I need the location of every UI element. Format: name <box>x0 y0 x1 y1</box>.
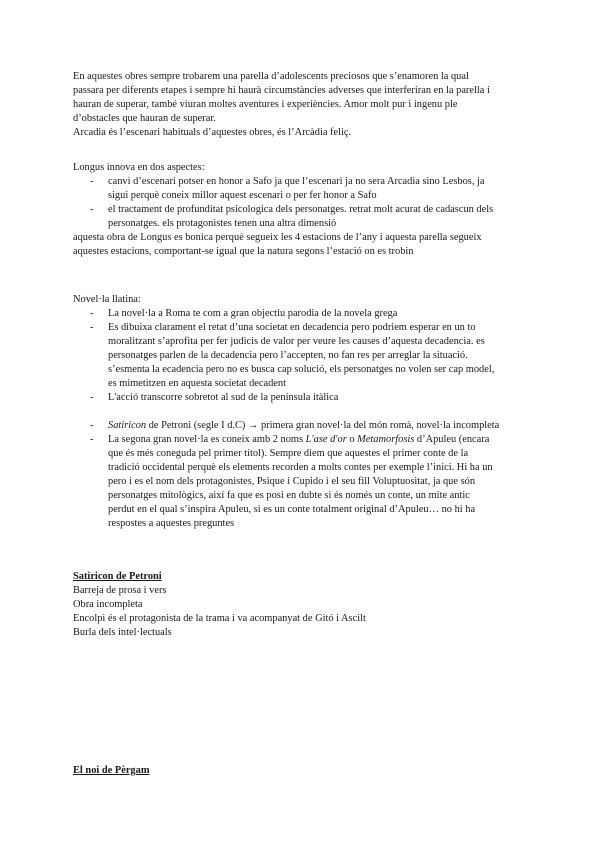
section-line: Barreja de prosa i vers <box>73 585 167 596</box>
longus-after-line: aquestes estacions, comportant-se igual que la natura segons l’estació on es trobin <box>73 246 414 257</box>
section-line: Burla dels intel·lectuals <box>73 627 172 638</box>
section-line: Obra incompleta <box>73 599 143 610</box>
section-heading: Satiricon de Petroni <box>73 571 162 582</box>
list-item: - L'acció transcorre sobretot al sud de la península itàlica <box>73 391 533 405</box>
work-title: Satiricon <box>108 420 147 431</box>
pergam-section <box>73 764 533 778</box>
list-item: - Satiricon de Petroni (segle I d.C) → primera gran novel·la del món romà, novel·la incompleta <box>73 419 533 433</box>
intro-paragraph <box>73 70 533 140</box>
novella-list-2 <box>73 419 533 531</box>
intro-line: passara per diferents etapes i sempre hi haurà circumstàncies adverses que interferiran en la parella i <box>73 85 490 96</box>
section-heading: El noi de Pèrgam <box>73 765 150 776</box>
satiricon-section <box>73 570 533 640</box>
list-item: - el tractament de profunditat psicologica dels personatges. retrat molt acurat de cadascun dels personatges. els protagonistes tenen una altra dimensió <box>73 203 533 231</box>
longus-intro: Longus innova en dos aspectes: <box>73 162 205 173</box>
intro-line: En aquestes obres sempre trobarem una parella d’adolescents preciosos que s’enamoren la qual <box>73 71 469 82</box>
intro-line: Arcadia és l’escenari habituals d’aquestes obres, és l’Arcàdia feliç. <box>73 127 352 138</box>
section-line: Encolpi és el protagonista de la trama i va acompanyat de Gitó i Ascilt <box>73 613 366 624</box>
work-title: L'ase d'or <box>305 434 347 445</box>
longus-after-line: aquesta obra de Longus es bonica perquè segueix les 4 estacions de l’any i aquesta parella segueix <box>73 232 482 243</box>
list-item: - La segona gran novel·la es coneix amb 2 noms L'ase d'or o Metamorfosis d’Apuleu (encara que és més coneguda pel primer títol). Sempre diem que aquestes el primer conte de la tradició occidental perquè els elements recorden a molts contes per exemple l’inici. Hi ha un pero i es el nom dels protagonistes, Psique i Cupido i el seu fill Voluptuositat, ja que són personatges mitològics, així fa que es posi en dubte si és només un conte, un mite antic perdut en el qual s’inspira Apuleu, si es un conte totalment original d’Apuleu… no hi ha respostes a aquestes preguntes <box>73 433 533 531</box>
novella-list <box>73 307 533 405</box>
intro-line: hauran de superar, també viuran moltes aventures i experiències. Amor molt pur i ingenu ple <box>73 99 458 110</box>
longus-list <box>73 175 533 231</box>
novella-intro: Novel·la llatina: <box>73 294 141 305</box>
intro-line: d’obstacles que hauran de superar. <box>73 113 216 124</box>
work-title: Metamorfosis <box>357 434 415 445</box>
longus-section <box>73 161 533 259</box>
novella-llatina-section <box>73 293 533 531</box>
list-item: - La novel·la a Roma te com a gran objectiu parodia de la novela grega <box>73 307 533 321</box>
list-item: - Es dibuixa clarament el retat d’una societat en decadencia pero podriem esperar en un to moralitzant s’aprofita per fer judicis de valor per veure les causes d’aquesta decadencia. es personatges parlen de la decadencia pero l’accepten, no fan res per arreglar la situació. s’esmenta la ecadencia pero no es busca cap solució, els personatges no volen ser cap model, es mimetitzen en aquesta societat decadent <box>73 321 533 391</box>
list-item: - canvi d’escenari potser en honor a Safo ja que l’escenari ja no sera Arcadia sino Lesbos, ja sigui perquè coneix millor aquest escenari o per fer honor a Safo <box>73 175 533 203</box>
